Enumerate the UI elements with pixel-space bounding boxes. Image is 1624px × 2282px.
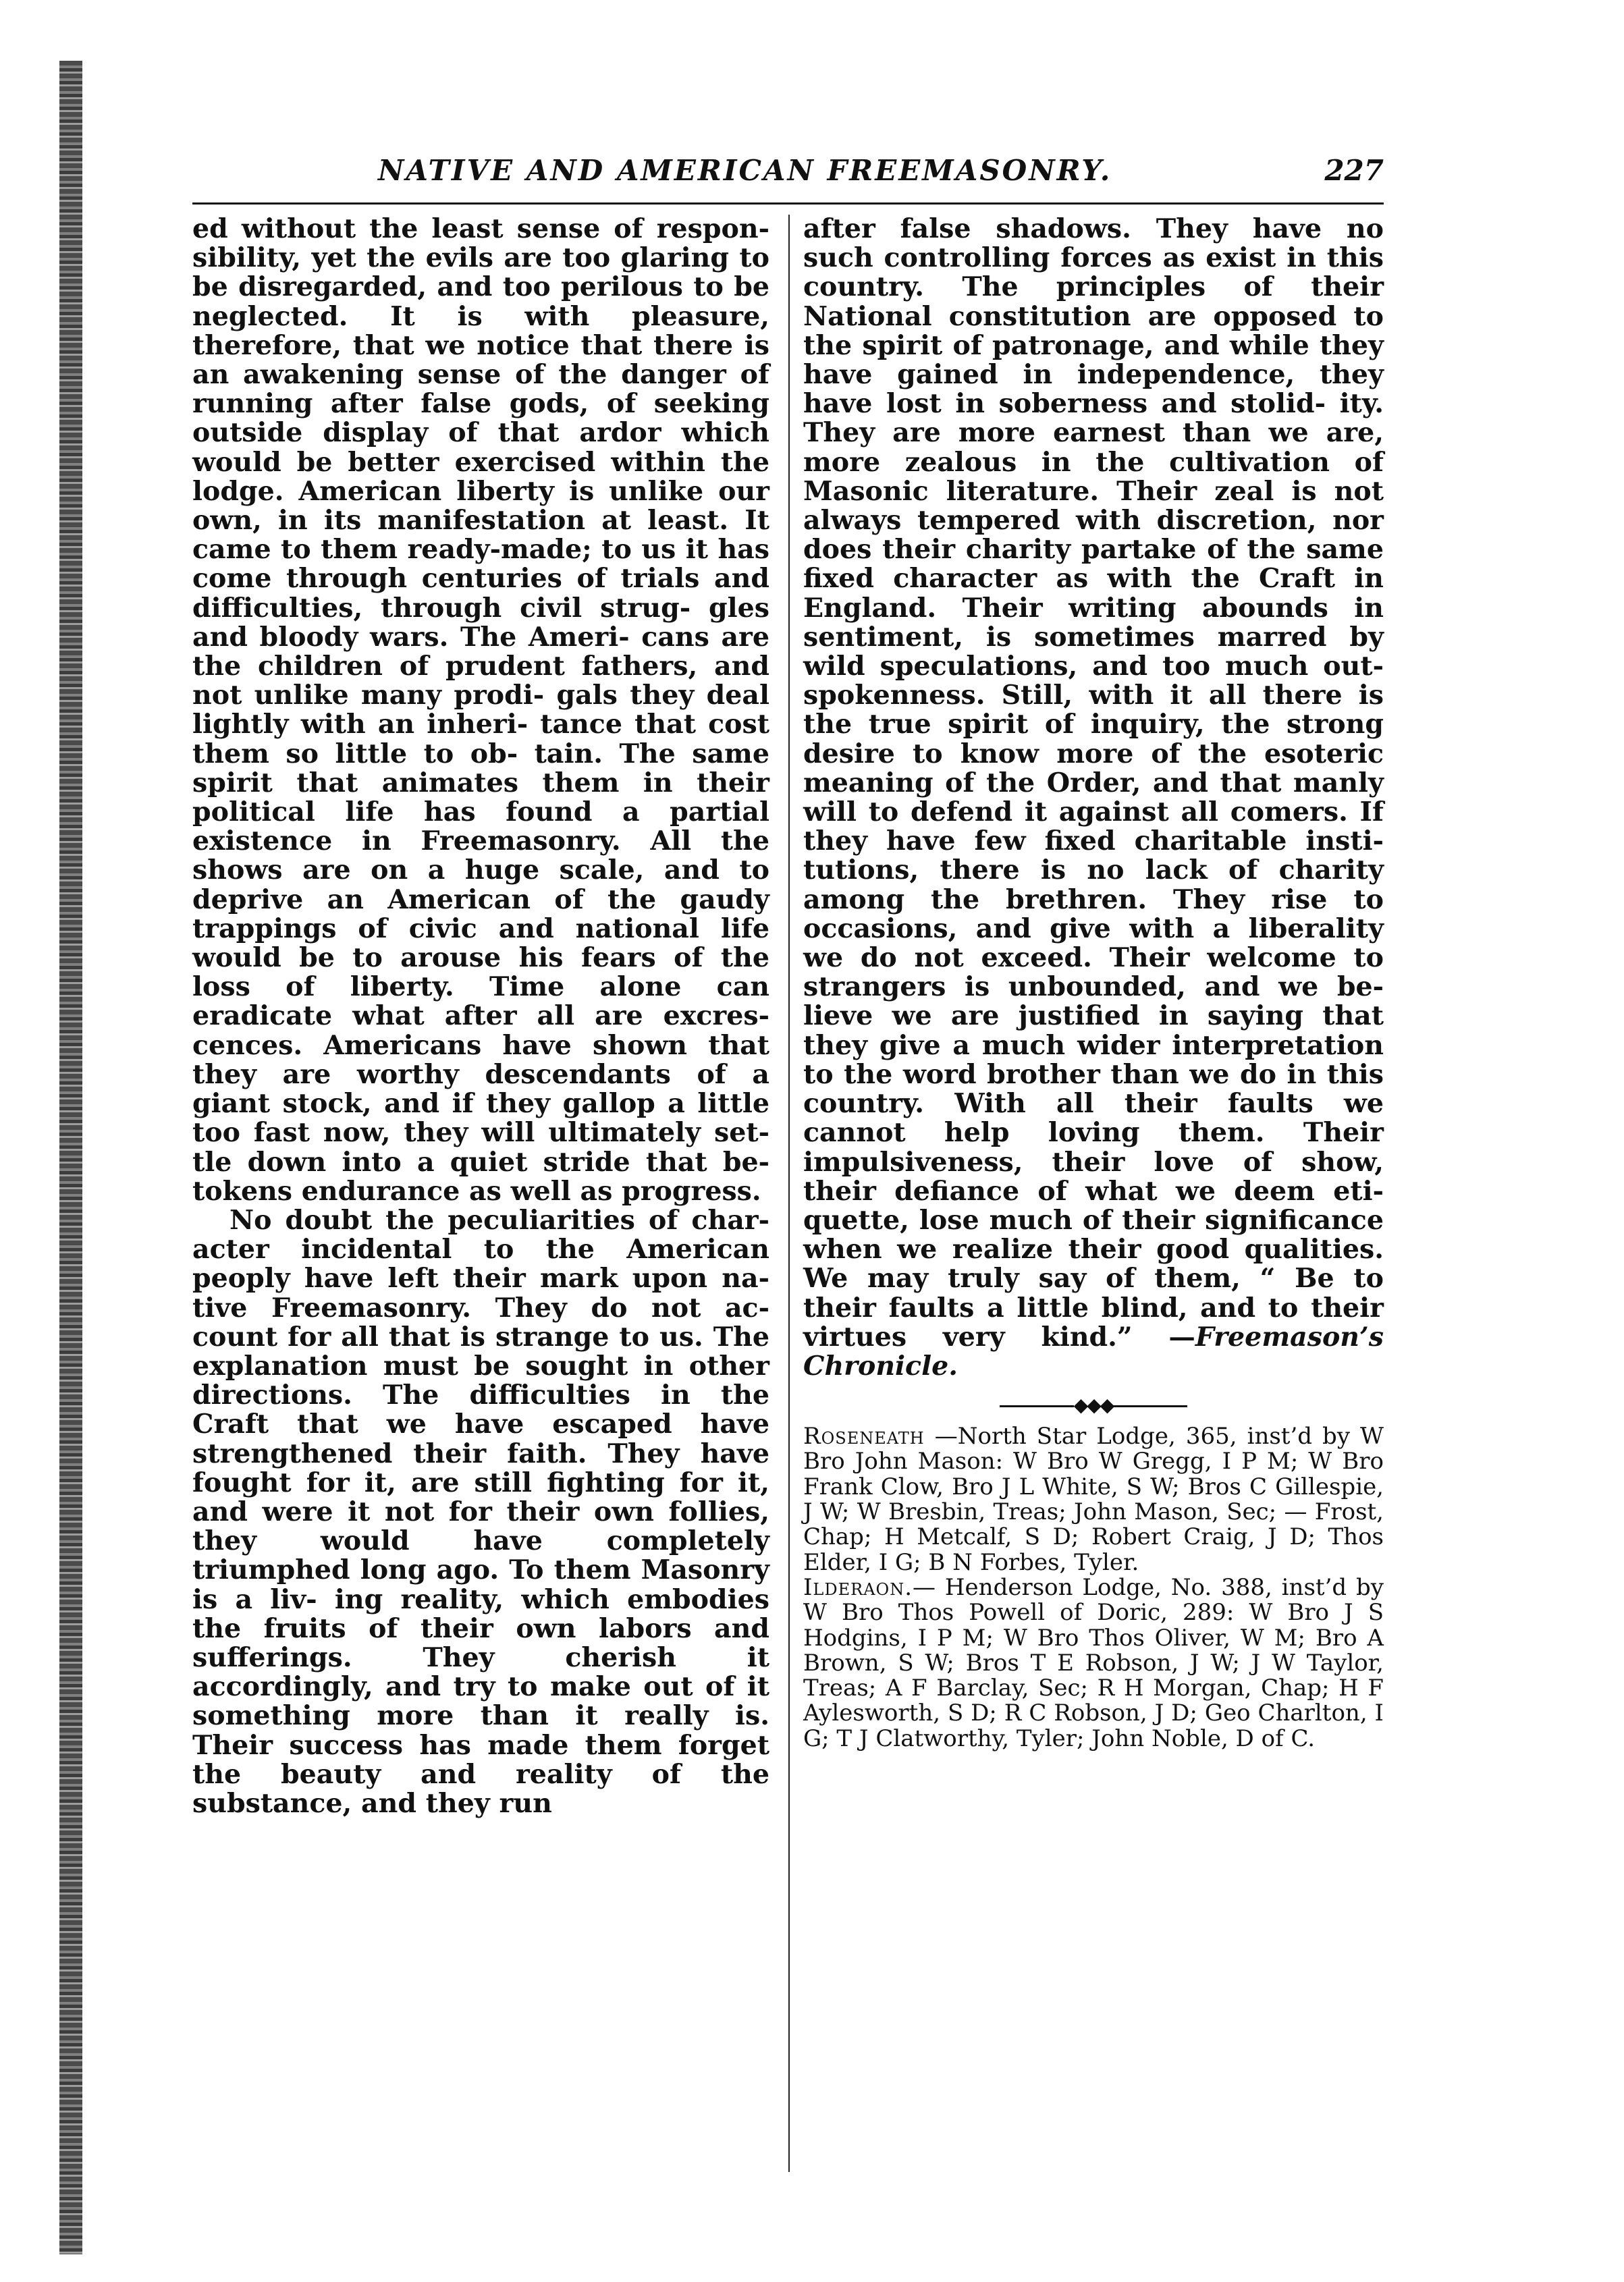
section-ornament: ◆◆◆ [803,1396,1384,1415]
notice-text: — Henderson Lodge, No. 388, inst’d by W Bro Thos Powell of Doric, 289: W Bro J S Hodgins, I P M; W Bro Thos Oliver, W M; Bro A Brown, S W; Bros T E Robson, J W; J W Taylor, Treas; A F Barclay, Sec; R H Morgan, Chap; H F Aylesworth, S D; R C Robson, J D; Geo Charlton, I G; T J Clatworthy, Tyler; John Noble, D of C. [803,1573,1384,1752]
right-column [803,215,1384,1751]
header-rule [192,202,1384,205]
notice-place: Roseneath [803,1423,925,1450]
source-citation: Freemason’s Chronicle. [803,1321,1384,1382]
article-paragraph [803,215,1384,1381]
left-column [192,215,769,1818]
notice-text: —North Star Lodge, 365, inst’d by W Bro John Mason: W Bro W Gregg, I P M; W Bro Frank Clow, Bro J L White, S W; Bros C Gillespie, J W; W Bresbin, Treas; John Mason, Sec; — Frost, Chap; H Metcalf, S D; Robert Craig, J D; Thos Elder, I G; B N Forbes, Tyler. [803,1423,1384,1576]
article-paragraph: No doubt the peculiarities of char- acter incidental to the American peoply have left their mark upon na- tive Freemasonry. They do not ac- count for all that is strange to us. The explanation must be sought in other directions. The difficulties in the Craft that we have escaped have strengthened their faith. They have fought for it, are still fighting for it, and were it not for their own follies, they would have completely triumphed long ago. To them Masonry is a liv- ing reality, which embodies the fruits of their own labors and sufferings. They cherish it accordingly, and try to make out of it something more than it really is. Their success has made them forget the beauty and reality of the substance, and they run [192,1204,769,1819]
running-title: NATIVE AND AMERICAN FREEMASONRY. [378,154,1112,187]
page-number: 227 [1324,154,1384,187]
notice-place: Ilderaon. [803,1573,913,1601]
column-divider [788,215,790,2172]
book-binding-edge [59,61,82,2254]
article-paragraph: ed without the least sense of respon- sibility, yet the evils are too glaring to be disregarded, and too perilous to be neglected. It is with pleasure, therefore, that we notice that there is an awakening sense of the danger of running after false gods, of seeking outside display of that ardor which would be better exercised within the lodge. American liberty is unlike our own, in its manifestation at least. It came to them ready-made; to us it has come through centuries of trials and difficulties, through civil strug- gles and bloody wars. The Ameri- cans are the children of prudent fathers, and not unlike many prodi- gals they deal lightly with an inheri- tance that cost them so little to ob- tain. The same spirit that animates them in their political life has found a partial existence in Freemasonry. All the shows are on a huge scale, and to deprive an American of the gaudy trappings of civic and national life would be to arouse his fears of the loss of liberty. Time alone can eradicate what after all are excres- cences. Americans have shown that they are worthy descendants of a giant stock, and if they gallop a little too fast now, they will ultimately set- tle down into a quiet stride that be- tokens endurance as well as progress. [192,213,769,1207]
lodge-notice [803,1575,1384,1751]
article-text: after false shadows. They have no such controlling forces as exist in this country. The principles of their National constitution are opposed to the spirit of patronage, and while they have gained in independence, they have lost in soberness and stolid- ity. They are more earnest than we are, more zealous in the cultivation of Masonic literature. Their zeal is not always tempered with discretion, nor does their charity partake of the same fixed character as with the Craft in England. Their writing abounds in sentiment, is sometimes marred by wild speculations, and too much out- spokenness. Still, with it all there is the true spirit of inquiry, the strong desire to know more of the esoteric meaning of the Order, and that manly will to defend it against all comers. If they have few fixed charitable insti- tutions, there is no lack of charity among the brethren. They rise to occasions, and give with a liberality we do not exceed. Their welcome to strangers is unbounded, and we be- lieve we are justified in saying that they give a much wider interpretation to the word brother than we do in this country. With all their faults we cannot help loving them. Their impulsiveness, their love of show, their defiance of what we deem eti- quette, lose much of their significance when we realize their good qualities. We may truly say of them, “ Be to their faults a little blind, and to their virtues very kind.” — [803,213,1384,1353]
lodge-notice [803,1424,1384,1575]
page-header [196,154,1384,194]
